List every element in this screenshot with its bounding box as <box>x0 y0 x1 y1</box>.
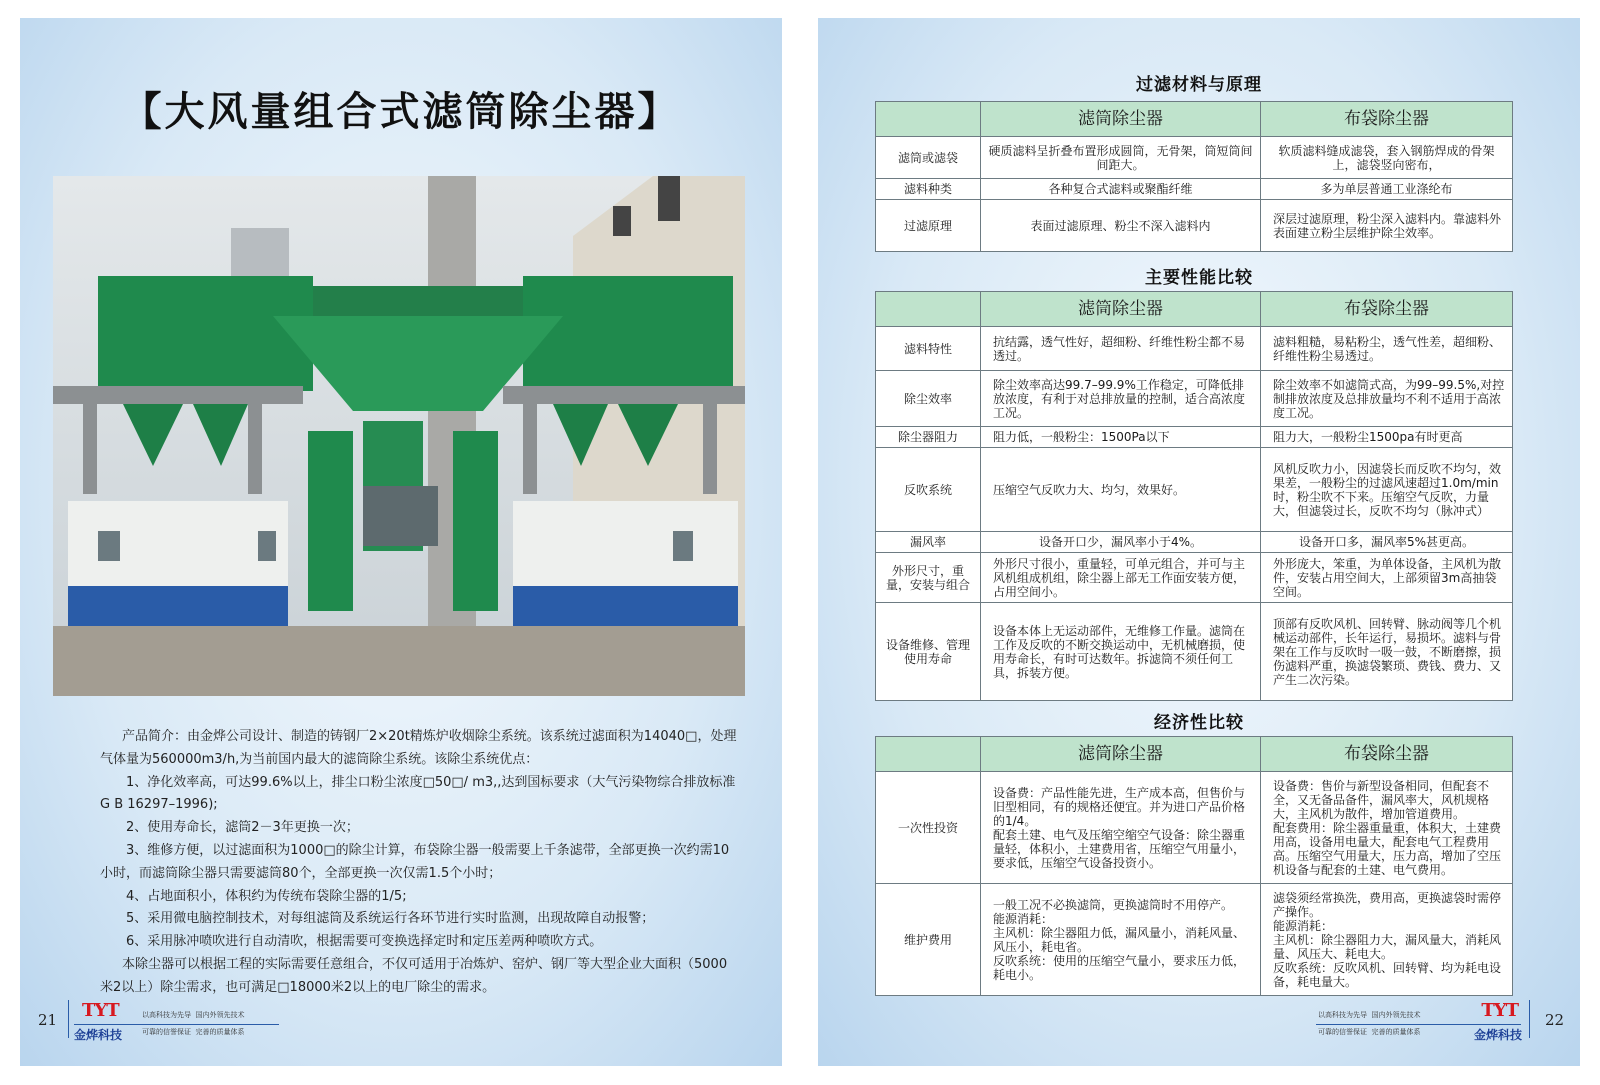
row-label: 除尘器阻力 <box>876 427 981 448</box>
row-label: 过滤原理 <box>876 200 981 252</box>
cell-cartridge: 各种复合式滤料或聚酯纤维 <box>981 179 1261 200</box>
row-label: 一次性投资 <box>876 772 981 884</box>
row-label: 漏风率 <box>876 532 981 553</box>
performance-table <box>875 291 1513 701</box>
slogan-line: 可靠的信誉保证 完善的质量体系 <box>1318 1028 1421 1036</box>
intro-item: 3、维修方便，以过滤面积为1000□的除尘计算，布袋除尘器一般需要上千条滤带，全部更换一次约需10小时，而滤筒除尘器只需要滤筒80个，全部更换一次仅需1.5个小时； <box>100 842 730 881</box>
table-header-blank <box>876 102 981 137</box>
cell-cartridge: 除尘效率高达99.7–99.9%工作稳定，可降低排放浓度，有利于对总排放量的控制，适合高浓度工况。 <box>981 371 1261 427</box>
footer-logo <box>1310 1000 1530 1040</box>
cell-bag: 外形庞大，笨重，为单体设备，主风机为散件，安装占用空间大，上部须留3m高抽袋空间。 <box>1261 553 1513 603</box>
cell-bag: 设备开口多，漏风率5%甚更高。 <box>1261 532 1513 553</box>
section-title: 经济性比较 <box>1154 713 1244 733</box>
row-label: 反吹系统 <box>876 448 981 532</box>
economy-table <box>875 736 1513 996</box>
cell-bag: 滤袋须经常换洗，费用高，更换滤袋时需停产操作。 能源消耗： 主风机：除尘器阻力大，漏风量大，消耗风量、风压大、耗电大。 反吹系统：反吹风机、回转臂、均为耗电设备，耗电量大。 <box>1261 884 1513 996</box>
row-label: 维护费用 <box>876 884 981 996</box>
table-header-bag: 布袋除尘器 <box>1261 292 1513 327</box>
page-number: 22 <box>1545 1011 1565 1029</box>
product-intro <box>100 726 740 1000</box>
table-header-cartridge: 滤筒除尘器 <box>981 292 1261 327</box>
cell-bag: 顶部有反吹风机、回转臂、脉动阀等几个机械运动部件，长年运行，易损坏。滤料与骨架在工作与反吹时一吸一鼓，不断磨擦，损伤滤料严重，换滤袋繁琐、费钱、费力、又产生二次污染。 <box>1261 603 1513 701</box>
intro-item: 5、采用微电脑控制技术，对每组滤筒及系统运行各环节进行实时监测，出现故障自动报警； <box>126 911 655 927</box>
cell-cartridge: 硬质滤料呈折叠布置形成圆筒，无骨架，筒短筒间间距大。 <box>981 137 1261 179</box>
row-label: 除尘效率 <box>876 371 981 427</box>
table-header-cartridge: 滤筒除尘器 <box>981 737 1261 772</box>
table-header-cartridge: 滤筒除尘器 <box>981 102 1261 137</box>
slogan-line: 可靠的信誉保证 完善的质量体系 <box>142 1028 245 1036</box>
cell-bag: 深层过滤原理，粉尘深入滤料内。靠滤料外表面建立粉尘层维护除尘效率。 <box>1261 200 1513 252</box>
cell-cartridge: 一般工况不必换滤筒，更换滤筒时不用停产。 能源消耗： 主风机：除尘器阻力低，漏风量小，消耗风量、风压小，耗电省。 反吹系统：使用的压缩空气量小，要求压力低，耗电小。 <box>981 884 1261 996</box>
footer-logo <box>68 1000 288 1040</box>
row-label: 滤料特性 <box>876 327 981 371</box>
slogan-line: 以高科技为先导 国内外领先技术 <box>142 1011 245 1019</box>
row-label: 外形尺寸，重量，安装与组合 <box>876 553 981 603</box>
cell-cartridge: 外形尺寸很小，重量轻，可单元组合，并可与主风机组成机组，除尘器上部无工作面安装方便，占用空间小。 <box>981 553 1261 603</box>
cell-bag: 软质滤料缝成滤袋，套入钢筋焊成的骨架上，滤袋竖向密布， <box>1261 137 1513 179</box>
page-number: 21 <box>38 1011 58 1029</box>
left-page <box>20 18 782 1066</box>
filter-material-table <box>875 101 1513 252</box>
cell-cartridge: 设备本体上无运动部件，无维修工作量。滤筒在工作及反吹的不断交换运动中，无机械磨损，使用寿命长，有时可达数年。拆滤筒不须任何工具，拆装方便。 <box>981 603 1261 701</box>
cell-cartridge: 压缩空气反吹力大、均匀，效果好。 <box>981 448 1261 532</box>
table-header-bag: 布袋除尘器 <box>1261 737 1513 772</box>
right-page <box>818 18 1580 1066</box>
cell-bag: 滤料粗糙，易粘粉尘，透气性差，超细粉、纤维性粉尘易透过。 <box>1261 327 1513 371</box>
row-label: 设备维修、管理使用寿命 <box>876 603 981 701</box>
intro-item: 2、使用寿命长，滤筒2－3年更换一次； <box>126 820 359 836</box>
slogan-line: 以高科技为先导 国内外领先技术 <box>1318 1011 1421 1019</box>
row-label: 滤料种类 <box>876 179 981 200</box>
intro-item: 6、采用脉冲喷吹进行自动清吹，根据需要可变换选择定时和定压差两种喷吹方式。 <box>126 934 603 950</box>
intro-item: 1、净化效率高，可达99.6%以上，排尘口粉尘浓度□50□/ m3,,达到国标要求（大气污染物综合排放标准 G B 16297–1996); <box>100 774 736 813</box>
table-header-bag: 布袋除尘器 <box>1261 102 1513 137</box>
page-title: 【大风量组合式滤筒除尘器】 <box>121 89 681 135</box>
cell-cartridge: 设备开口少，漏风率小于4%。 <box>981 532 1261 553</box>
brand-name: 金烨科技 <box>1473 1028 1522 1042</box>
cell-cartridge: 表面过滤原理、粉尘不深入滤料内 <box>981 200 1261 252</box>
table-header-blank <box>876 737 981 772</box>
intro-item: 4、占地面积小，体积约为传统布袋除尘器的1/5; <box>126 888 407 904</box>
company-logo-icon: TYT <box>1481 1000 1518 1021</box>
cell-bag: 阻力大，一般粉尘1500pa有时更高 <box>1261 427 1513 448</box>
intro-paragraph: 本除尘器可以根据工程的实际需要任意组合，不仅可适用于冶炼炉、窑炉、钢厂等大型企业大面积（5000米2以上）除尘需求，也可满足□18000米2以上的电厂除尘的需求。 <box>100 956 728 995</box>
cell-bag: 多为单层普通工业涤纶布 <box>1261 179 1513 200</box>
cell-bag: 设备费：售价与新型设备相同，但配套不全，又无备品备件，漏风率大，风机规格大，主风机为散件，增加管道费用。 配套费用：除尘器重量重，体积大，土建费用高，设备用电量大，配套电气工程费用高。压缩空气用量大，压力高，增加了空压机设备与配套的土建、电气费用。 <box>1261 772 1513 884</box>
table-header-blank <box>876 292 981 327</box>
cell-cartridge: 设备费：产品性能先进，生产成本高，但售价与旧型相同，有的规格还便宜。并为进口产品价格的1/4。 配套土建、电气及压缩空缩空气设备：除尘器重量轻，体积小，土建费用省，压缩空气用量小，要求低，压缩空气设备投资小。 <box>981 772 1261 884</box>
cell-bag: 除尘效率不如滤筒式高，为99–99.5%,对控制排放浓度及总排放量均不利不适用于高浓度工况。 <box>1261 371 1513 427</box>
cell-bag: 风机反吹力小，因滤袋长而反吹不均匀，效果差，一般粉尘的过滤风速超过1.0m/min时，粉尘吹不下来。压缩空气反吹，力量大，但滤袋过长，反吹不均匀（脉冲式） <box>1261 448 1513 532</box>
product-photo <box>53 176 745 696</box>
cell-cartridge: 阻力低，一般粉尘：1500Pa以下 <box>981 427 1261 448</box>
cell-cartridge: 抗结露，透气性好，超细粉、纤维性粉尘都不易透过。 <box>981 327 1261 371</box>
company-logo-icon: TYT <box>82 1000 119 1021</box>
section-title: 过滤材料与原理 <box>1136 75 1262 95</box>
brand-name: 金烨科技 <box>74 1028 123 1042</box>
section-title: 主要性能比较 <box>1145 268 1253 288</box>
row-label: 滤筒或滤袋 <box>876 137 981 179</box>
intro-paragraph: 产品简介：由金烨公司设计、制造的铸钢厂2×20t精炼炉收烟除尘系统。该系统过滤面积为14040□，处理气体量为560000m3/h,为当前国内最大的滤筒除尘系统。该除尘系统优点： <box>100 729 737 767</box>
